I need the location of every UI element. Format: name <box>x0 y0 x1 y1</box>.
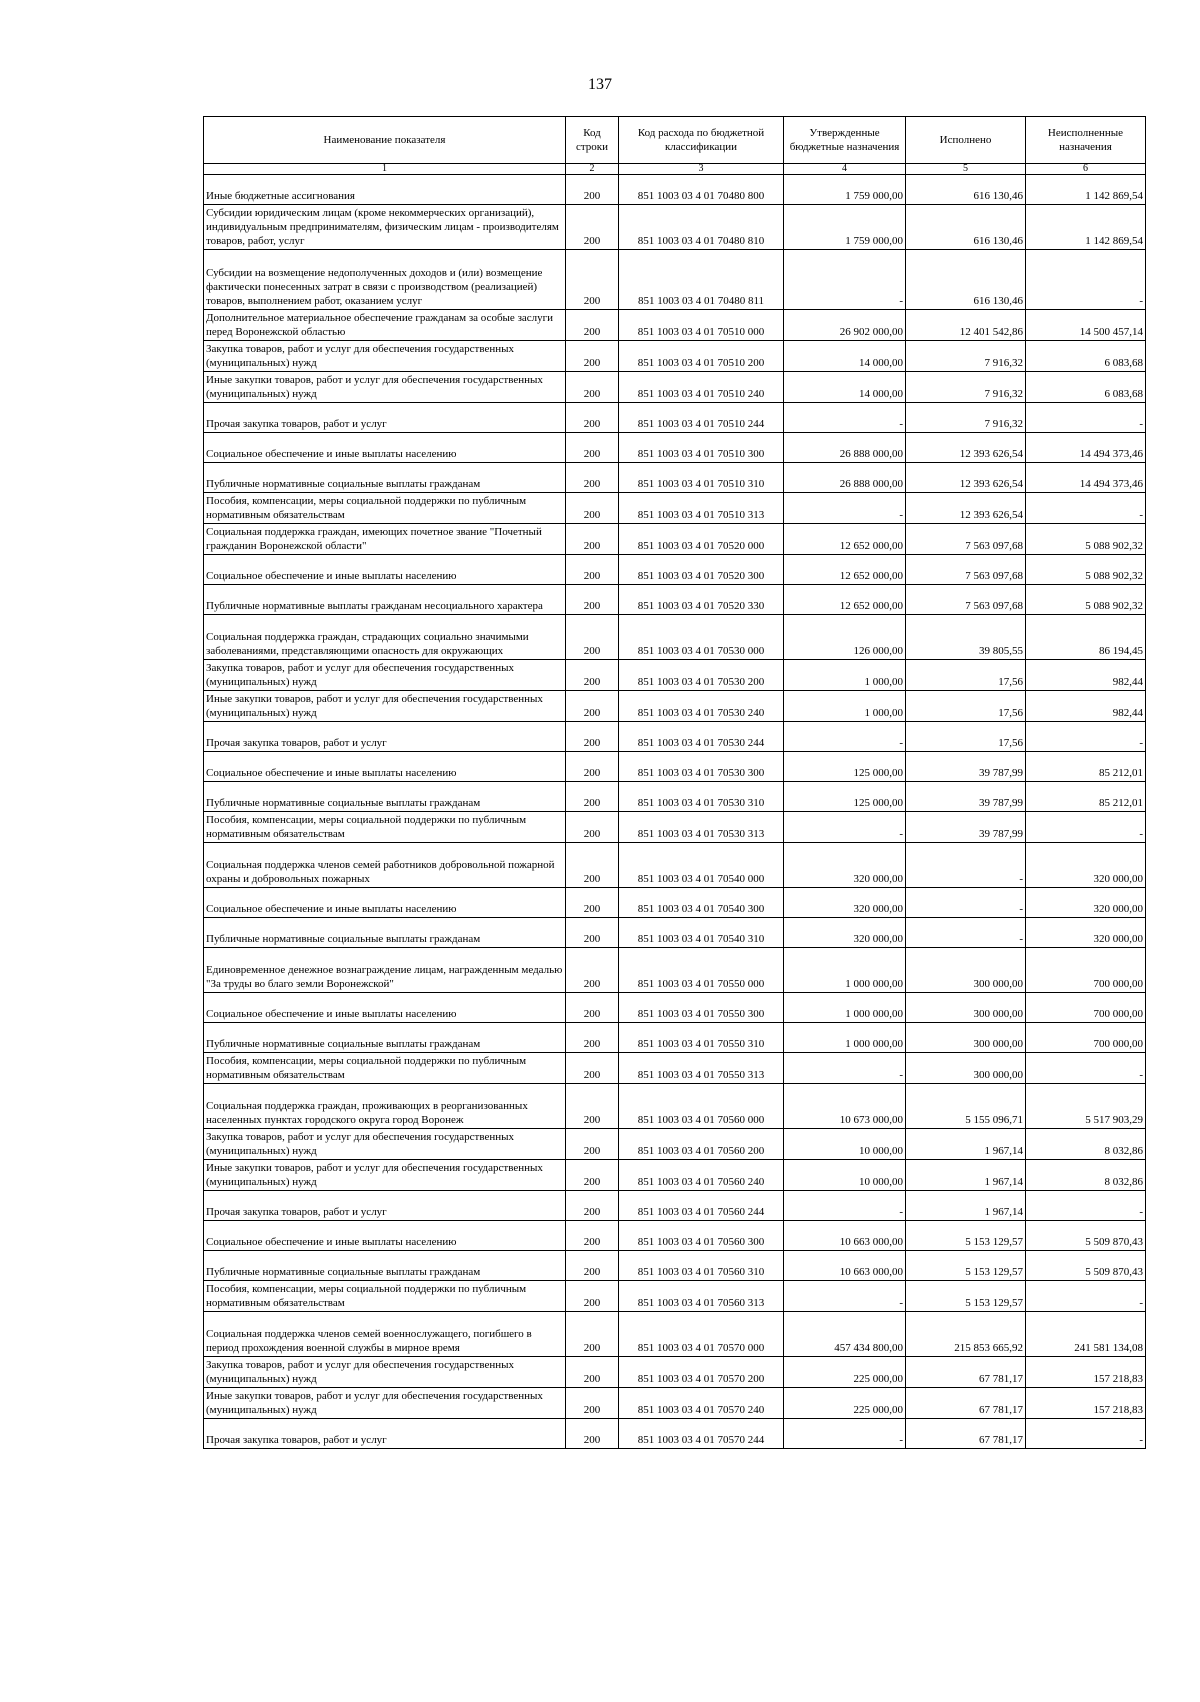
row-unexecuted: 5 517 903,29 <box>1026 1084 1146 1129</box>
row-executed: 12 393 626,54 <box>906 463 1026 493</box>
row-approved: 26 902 000,00 <box>784 310 906 341</box>
table-row <box>204 1419 1146 1449</box>
table-row <box>204 1053 1146 1084</box>
row-unexecuted: 320 000,00 <box>1026 918 1146 948</box>
row-executed: 12 401 542,86 <box>906 310 1026 341</box>
row-executed: 1 967,14 <box>906 1160 1026 1191</box>
row-line-code: 200 <box>566 555 619 585</box>
table-row <box>204 812 1146 843</box>
row-approved: - <box>784 1191 906 1221</box>
header-unexecuted: Неисполненные назначения <box>1026 117 1146 164</box>
row-unexecuted: 1 142 869,54 <box>1026 205 1146 250</box>
row-name: Социальное обеспечение и иные выплаты населению <box>204 433 566 463</box>
header-name: Наименование показателя <box>204 117 566 164</box>
row-executed: 7 916,32 <box>906 372 1026 403</box>
column-number: 4 <box>784 164 906 175</box>
row-line-code: 200 <box>566 843 619 888</box>
row-line-code: 200 <box>566 888 619 918</box>
row-line-code: 200 <box>566 782 619 812</box>
row-unexecuted: - <box>1026 403 1146 433</box>
table-row <box>204 341 1146 372</box>
row-name: Социальное обеспечение и иные выплаты населению <box>204 993 566 1023</box>
row-executed: 5 153 129,57 <box>906 1251 1026 1281</box>
row-unexecuted: 5 509 870,43 <box>1026 1221 1146 1251</box>
row-class-code: 851 1003 03 4 01 70510 313 <box>619 493 784 524</box>
row-line-code: 200 <box>566 205 619 250</box>
row-class-code: 851 1003 03 4 01 70570 244 <box>619 1419 784 1449</box>
row-name: Закупка товаров, работ и услуг для обеспечения государственных (муниципальных) нужд <box>204 1129 566 1160</box>
row-executed: 7 563 097,68 <box>906 555 1026 585</box>
row-name: Социальное обеспечение и иные выплаты населению <box>204 1221 566 1251</box>
row-executed: 39 787,99 <box>906 752 1026 782</box>
row-executed: 39 787,99 <box>906 782 1026 812</box>
row-approved: 12 652 000,00 <box>784 524 906 555</box>
row-class-code: 851 1003 03 4 01 70540 310 <box>619 918 784 948</box>
row-executed: 300 000,00 <box>906 1053 1026 1084</box>
row-line-code: 200 <box>566 1357 619 1388</box>
row-unexecuted: 6 083,68 <box>1026 341 1146 372</box>
row-executed: 5 155 096,71 <box>906 1084 1026 1129</box>
row-approved: 457 434 800,00 <box>784 1312 906 1357</box>
row-class-code: 851 1003 03 4 01 70550 000 <box>619 948 784 993</box>
row-line-code: 200 <box>566 493 619 524</box>
row-class-code: 851 1003 03 4 01 70560 300 <box>619 1221 784 1251</box>
row-approved: 10 663 000,00 <box>784 1251 906 1281</box>
table-row <box>204 524 1146 555</box>
row-executed: 1 967,14 <box>906 1129 1026 1160</box>
table-row <box>204 782 1146 812</box>
row-class-code: 851 1003 03 4 01 70510 240 <box>619 372 784 403</box>
row-name: Иные закупки товаров, работ и услуг для обеспечения государственных (муниципальных) нужд <box>204 691 566 722</box>
row-class-code: 851 1003 03 4 01 70550 300 <box>619 993 784 1023</box>
row-name: Единовременное денежное вознаграждение лицам, награжденным медалью "За труды во благо земли Воронежской" <box>204 948 566 993</box>
row-line-code: 200 <box>566 691 619 722</box>
row-executed: 12 393 626,54 <box>906 433 1026 463</box>
row-name: Публичные нормативные социальные выплаты гражданам <box>204 1251 566 1281</box>
row-class-code: 851 1003 03 4 01 70520 000 <box>619 524 784 555</box>
row-unexecuted: 5 088 902,32 <box>1026 585 1146 615</box>
row-class-code: 851 1003 03 4 01 70550 310 <box>619 1023 784 1053</box>
row-line-code: 200 <box>566 310 619 341</box>
table-row <box>204 888 1146 918</box>
row-executed: 39 787,99 <box>906 812 1026 843</box>
row-name: Социальная поддержка членов семей военнослужащего, погибшего в период прохождения военной службы в мирное время <box>204 1312 566 1357</box>
row-class-code: 851 1003 03 4 01 70540 300 <box>619 888 784 918</box>
row-executed: 7 563 097,68 <box>906 524 1026 555</box>
table-row <box>204 250 1146 310</box>
row-approved: - <box>784 493 906 524</box>
row-approved: 26 888 000,00 <box>784 433 906 463</box>
row-approved: 10 673 000,00 <box>784 1084 906 1129</box>
row-unexecuted: 241 581 134,08 <box>1026 1312 1146 1357</box>
row-unexecuted: 700 000,00 <box>1026 1023 1146 1053</box>
row-line-code: 200 <box>566 403 619 433</box>
row-executed: 17,56 <box>906 722 1026 752</box>
row-name: Пособия, компенсации, меры социальной поддержки по публичным нормативным обязательствам <box>204 493 566 524</box>
row-class-code: 851 1003 03 4 01 70480 800 <box>619 175 784 205</box>
column-number: 1 <box>204 164 566 175</box>
row-approved: 14 000,00 <box>784 372 906 403</box>
row-approved: 320 000,00 <box>784 888 906 918</box>
row-line-code: 200 <box>566 1160 619 1191</box>
row-executed: 17,56 <box>906 660 1026 691</box>
row-executed: 7 563 097,68 <box>906 585 1026 615</box>
table-row <box>204 1084 1146 1129</box>
row-line-code: 200 <box>566 722 619 752</box>
row-name: Прочая закупка товаров, работ и услуг <box>204 722 566 752</box>
table-row <box>204 691 1146 722</box>
row-name: Закупка товаров, работ и услуг для обеспечения государственных (муниципальных) нужд <box>204 341 566 372</box>
table-row <box>204 403 1146 433</box>
row-name: Публичные нормативные социальные выплаты гражданам <box>204 782 566 812</box>
table-row <box>204 463 1146 493</box>
row-name: Иные бюджетные ассигнования <box>204 175 566 205</box>
row-approved: - <box>784 812 906 843</box>
row-unexecuted: - <box>1026 1053 1146 1084</box>
row-class-code: 851 1003 03 4 01 70530 310 <box>619 782 784 812</box>
row-unexecuted: 157 218,83 <box>1026 1388 1146 1419</box>
row-class-code: 851 1003 03 4 01 70530 240 <box>619 691 784 722</box>
row-name: Пособия, компенсации, меры социальной поддержки по публичным нормативным обязательствам <box>204 1281 566 1312</box>
table-row <box>204 205 1146 250</box>
row-approved: 225 000,00 <box>784 1357 906 1388</box>
row-unexecuted: - <box>1026 250 1146 310</box>
row-name: Социальная поддержка граждан, страдающих социально значимыми заболеваниями, представляющими опасность для окружающих <box>204 615 566 660</box>
row-class-code: 851 1003 03 4 01 70510 000 <box>619 310 784 341</box>
row-line-code: 200 <box>566 660 619 691</box>
row-executed: 1 967,14 <box>906 1191 1026 1221</box>
row-executed: 300 000,00 <box>906 993 1026 1023</box>
row-approved: 126 000,00 <box>784 615 906 660</box>
row-unexecuted: - <box>1026 812 1146 843</box>
row-class-code: 851 1003 03 4 01 70560 240 <box>619 1160 784 1191</box>
row-line-code: 200 <box>566 250 619 310</box>
table-header-row <box>204 117 1146 164</box>
table-row <box>204 752 1146 782</box>
row-name: Прочая закупка товаров, работ и услуг <box>204 1191 566 1221</box>
row-name: Прочая закупка товаров, работ и услуг <box>204 403 566 433</box>
row-line-code: 200 <box>566 1312 619 1357</box>
row-approved: 10 663 000,00 <box>784 1221 906 1251</box>
row-executed: 616 130,46 <box>906 250 1026 310</box>
row-name: Публичные нормативные социальные выплаты гражданам <box>204 918 566 948</box>
row-unexecuted: - <box>1026 493 1146 524</box>
row-line-code: 200 <box>566 433 619 463</box>
row-class-code: 851 1003 03 4 01 70550 313 <box>619 1053 784 1084</box>
row-name: Социальное обеспечение и иные выплаты населению <box>204 752 566 782</box>
row-approved: 1 000,00 <box>784 660 906 691</box>
row-name: Публичные нормативные выплаты гражданам несоциального характера <box>204 585 566 615</box>
row-approved: - <box>784 722 906 752</box>
row-line-code: 200 <box>566 812 619 843</box>
row-approved: - <box>784 250 906 310</box>
row-approved: - <box>784 403 906 433</box>
table-row <box>204 1281 1146 1312</box>
row-class-code: 851 1003 03 4 01 70480 811 <box>619 250 784 310</box>
row-approved: 12 652 000,00 <box>784 555 906 585</box>
row-class-code: 851 1003 03 4 01 70530 000 <box>619 615 784 660</box>
row-approved: 1 759 000,00 <box>784 205 906 250</box>
row-name: Социальное обеспечение и иные выплаты населению <box>204 888 566 918</box>
row-unexecuted: 5 509 870,43 <box>1026 1251 1146 1281</box>
row-line-code: 200 <box>566 1251 619 1281</box>
table-row <box>204 372 1146 403</box>
row-class-code: 851 1003 03 4 01 70530 300 <box>619 752 784 782</box>
row-name: Субсидии юридическим лицам (кроме некоммерческих организаций), индивидуальным предпринимателям, физическим лицам - производителям товаров, работ, услуг <box>204 205 566 250</box>
row-name: Иные закупки товаров, работ и услуг для обеспечения государственных (муниципальных) нужд <box>204 372 566 403</box>
row-name: Пособия, компенсации, меры социальной поддержки по публичным нормативным обязательствам <box>204 1053 566 1084</box>
row-approved: - <box>784 1053 906 1084</box>
row-line-code: 200 <box>566 1221 619 1251</box>
row-approved: 1 000,00 <box>784 691 906 722</box>
row-approved: 1 759 000,00 <box>784 175 906 205</box>
row-unexecuted: 1 142 869,54 <box>1026 175 1146 205</box>
row-class-code: 851 1003 03 4 01 70530 313 <box>619 812 784 843</box>
row-approved: 225 000,00 <box>784 1388 906 1419</box>
row-executed: 67 781,17 <box>906 1419 1026 1449</box>
row-name: Закупка товаров, работ и услуг для обеспечения государственных (муниципальных) нужд <box>204 660 566 691</box>
row-line-code: 200 <box>566 918 619 948</box>
row-approved: 26 888 000,00 <box>784 463 906 493</box>
row-approved: 14 000,00 <box>784 341 906 372</box>
row-unexecuted: 8 032,86 <box>1026 1160 1146 1191</box>
row-line-code: 200 <box>566 948 619 993</box>
table-row <box>204 918 1146 948</box>
row-unexecuted: 14 494 373,46 <box>1026 433 1146 463</box>
row-line-code: 200 <box>566 524 619 555</box>
header-approved: Утвержденные бюджетные назначения <box>784 117 906 164</box>
row-name: Субсидии на возмещение недополученных доходов и (или) возмещение фактически понесенных затрат в связи с производством (реализацией) товаров, выполнением работ, оказанием услуг <box>204 250 566 310</box>
row-name: Публичные нормативные социальные выплаты гражданам <box>204 463 566 493</box>
table-row <box>204 1312 1146 1357</box>
row-line-code: 200 <box>566 175 619 205</box>
row-unexecuted: 6 083,68 <box>1026 372 1146 403</box>
row-executed: 7 916,32 <box>906 403 1026 433</box>
row-unexecuted: 14 494 373,46 <box>1026 463 1146 493</box>
row-line-code: 200 <box>566 752 619 782</box>
row-approved: 125 000,00 <box>784 782 906 812</box>
row-executed: 300 000,00 <box>906 1023 1026 1053</box>
row-approved: 320 000,00 <box>784 918 906 948</box>
row-name: Социальная поддержка членов семей работников добровольной пожарной охраны и добровольных пожарных <box>204 843 566 888</box>
table-row <box>204 1221 1146 1251</box>
row-executed: 616 130,46 <box>906 205 1026 250</box>
row-class-code: 851 1003 03 4 01 70570 240 <box>619 1388 784 1419</box>
row-executed: 67 781,17 <box>906 1388 1026 1419</box>
row-executed: 300 000,00 <box>906 948 1026 993</box>
table-row <box>204 1388 1146 1419</box>
table-row <box>204 310 1146 341</box>
table-row <box>204 433 1146 463</box>
table-row <box>204 993 1146 1023</box>
table-body <box>204 175 1146 1449</box>
row-executed: - <box>906 888 1026 918</box>
row-class-code: 851 1003 03 4 01 70520 330 <box>619 585 784 615</box>
table-row <box>204 1191 1146 1221</box>
row-unexecuted: 85 212,01 <box>1026 782 1146 812</box>
row-class-code: 851 1003 03 4 01 70560 313 <box>619 1281 784 1312</box>
row-approved: 12 652 000,00 <box>784 585 906 615</box>
row-class-code: 851 1003 03 4 01 70530 244 <box>619 722 784 752</box>
table-row <box>204 948 1146 993</box>
table-row <box>204 555 1146 585</box>
row-name: Социальная поддержка граждан, имеющих почетное звание "Почетный гражданин Воронежской области" <box>204 524 566 555</box>
row-unexecuted: 700 000,00 <box>1026 993 1146 1023</box>
column-number: 3 <box>619 164 784 175</box>
row-unexecuted: 982,44 <box>1026 660 1146 691</box>
row-approved: 1 000 000,00 <box>784 1023 906 1053</box>
column-number: 5 <box>906 164 1026 175</box>
row-line-code: 200 <box>566 1053 619 1084</box>
row-name: Пособия, компенсации, меры социальной поддержки по публичным нормативным обязательствам <box>204 812 566 843</box>
row-executed: 67 781,17 <box>906 1357 1026 1388</box>
row-line-code: 200 <box>566 1281 619 1312</box>
row-executed: 215 853 665,92 <box>906 1312 1026 1357</box>
row-executed: 5 153 129,57 <box>906 1281 1026 1312</box>
row-line-code: 200 <box>566 1191 619 1221</box>
table-row <box>204 660 1146 691</box>
row-class-code: 851 1003 03 4 01 70510 300 <box>619 433 784 463</box>
row-class-code: 851 1003 03 4 01 70560 310 <box>619 1251 784 1281</box>
row-name: Прочая закупка товаров, работ и услуг <box>204 1419 566 1449</box>
row-class-code: 851 1003 03 4 01 70520 300 <box>619 555 784 585</box>
table-row <box>204 175 1146 205</box>
row-line-code: 200 <box>566 1023 619 1053</box>
row-class-code: 851 1003 03 4 01 70560 000 <box>619 1084 784 1129</box>
row-line-code: 200 <box>566 1388 619 1419</box>
row-approved: 10 000,00 <box>784 1129 906 1160</box>
row-name: Дополнительное материальное обеспечение гражданам за особые заслуги перед Воронежской областью <box>204 310 566 341</box>
row-unexecuted: 85 212,01 <box>1026 752 1146 782</box>
row-line-code: 200 <box>566 463 619 493</box>
row-class-code: 851 1003 03 4 01 70570 200 <box>619 1357 784 1388</box>
row-approved: - <box>784 1419 906 1449</box>
row-name: Социальная поддержка граждан, проживающих в реорганизованных населенных пунктах городского округа город Воронеж <box>204 1084 566 1129</box>
row-approved: 1 000 000,00 <box>784 948 906 993</box>
table-row <box>204 1251 1146 1281</box>
row-class-code: 851 1003 03 4 01 70530 200 <box>619 660 784 691</box>
header-class-code: Код расхода по бюджетной классификации <box>619 117 784 164</box>
table-column-numbers-row <box>204 164 1146 175</box>
row-unexecuted: 157 218,83 <box>1026 1357 1146 1388</box>
row-line-code: 200 <box>566 993 619 1023</box>
row-executed: 39 805,55 <box>906 615 1026 660</box>
row-unexecuted: 8 032,86 <box>1026 1129 1146 1160</box>
row-line-code: 200 <box>566 585 619 615</box>
row-class-code: 851 1003 03 4 01 70560 244 <box>619 1191 784 1221</box>
row-name: Иные закупки товаров, работ и услуг для обеспечения государственных (муниципальных) нужд <box>204 1160 566 1191</box>
row-line-code: 200 <box>566 1084 619 1129</box>
row-line-code: 200 <box>566 372 619 403</box>
row-name: Иные закупки товаров, работ и услуг для обеспечения государственных (муниципальных) нужд <box>204 1388 566 1419</box>
row-approved: 320 000,00 <box>784 843 906 888</box>
budget-execution-table <box>203 116 1146 1449</box>
row-unexecuted: - <box>1026 722 1146 752</box>
column-number: 6 <box>1026 164 1146 175</box>
page-number: 137 <box>588 76 612 93</box>
header-line-code: Код строки <box>566 117 619 164</box>
row-unexecuted: 14 500 457,14 <box>1026 310 1146 341</box>
row-class-code: 851 1003 03 4 01 70560 200 <box>619 1129 784 1160</box>
table-row <box>204 1023 1146 1053</box>
row-unexecuted: 5 088 902,32 <box>1026 524 1146 555</box>
row-class-code: 851 1003 03 4 01 70570 000 <box>619 1312 784 1357</box>
row-executed: - <box>906 843 1026 888</box>
row-name: Социальное обеспечение и иные выплаты населению <box>204 555 566 585</box>
row-approved: 10 000,00 <box>784 1160 906 1191</box>
table-row <box>204 722 1146 752</box>
table-row <box>204 1129 1146 1160</box>
row-approved: - <box>784 1281 906 1312</box>
row-unexecuted: 320 000,00 <box>1026 843 1146 888</box>
row-class-code: 851 1003 03 4 01 70510 310 <box>619 463 784 493</box>
row-class-code: 851 1003 03 4 01 70510 244 <box>619 403 784 433</box>
row-line-code: 200 <box>566 1419 619 1449</box>
header-executed: Исполнено <box>906 117 1026 164</box>
row-unexecuted: 5 088 902,32 <box>1026 555 1146 585</box>
row-line-code: 200 <box>566 1129 619 1160</box>
row-unexecuted: - <box>1026 1191 1146 1221</box>
table-row <box>204 493 1146 524</box>
table-row <box>204 585 1146 615</box>
table-row <box>204 843 1146 888</box>
row-name: Закупка товаров, работ и услуг для обеспечения государственных (муниципальных) нужд <box>204 1357 566 1388</box>
row-class-code: 851 1003 03 4 01 70480 810 <box>619 205 784 250</box>
row-unexecuted: 86 194,45 <box>1026 615 1146 660</box>
row-unexecuted: 320 000,00 <box>1026 888 1146 918</box>
row-unexecuted: - <box>1026 1281 1146 1312</box>
row-executed: - <box>906 918 1026 948</box>
row-executed: 12 393 626,54 <box>906 493 1026 524</box>
row-unexecuted: - <box>1026 1419 1146 1449</box>
row-approved: 1 000 000,00 <box>784 993 906 1023</box>
row-line-code: 200 <box>566 341 619 372</box>
table-row <box>204 1160 1146 1191</box>
row-executed: 5 153 129,57 <box>906 1221 1026 1251</box>
row-class-code: 851 1003 03 4 01 70510 200 <box>619 341 784 372</box>
table-row <box>204 1357 1146 1388</box>
row-executed: 17,56 <box>906 691 1026 722</box>
row-line-code: 200 <box>566 615 619 660</box>
column-number: 2 <box>566 164 619 175</box>
row-executed: 7 916,32 <box>906 341 1026 372</box>
row-unexecuted: 700 000,00 <box>1026 948 1146 993</box>
row-executed: 616 130,46 <box>906 175 1026 205</box>
row-class-code: 851 1003 03 4 01 70540 000 <box>619 843 784 888</box>
row-approved: 125 000,00 <box>784 752 906 782</box>
row-unexecuted: 982,44 <box>1026 691 1146 722</box>
row-name: Публичные нормативные социальные выплаты гражданам <box>204 1023 566 1053</box>
table-row <box>204 615 1146 660</box>
